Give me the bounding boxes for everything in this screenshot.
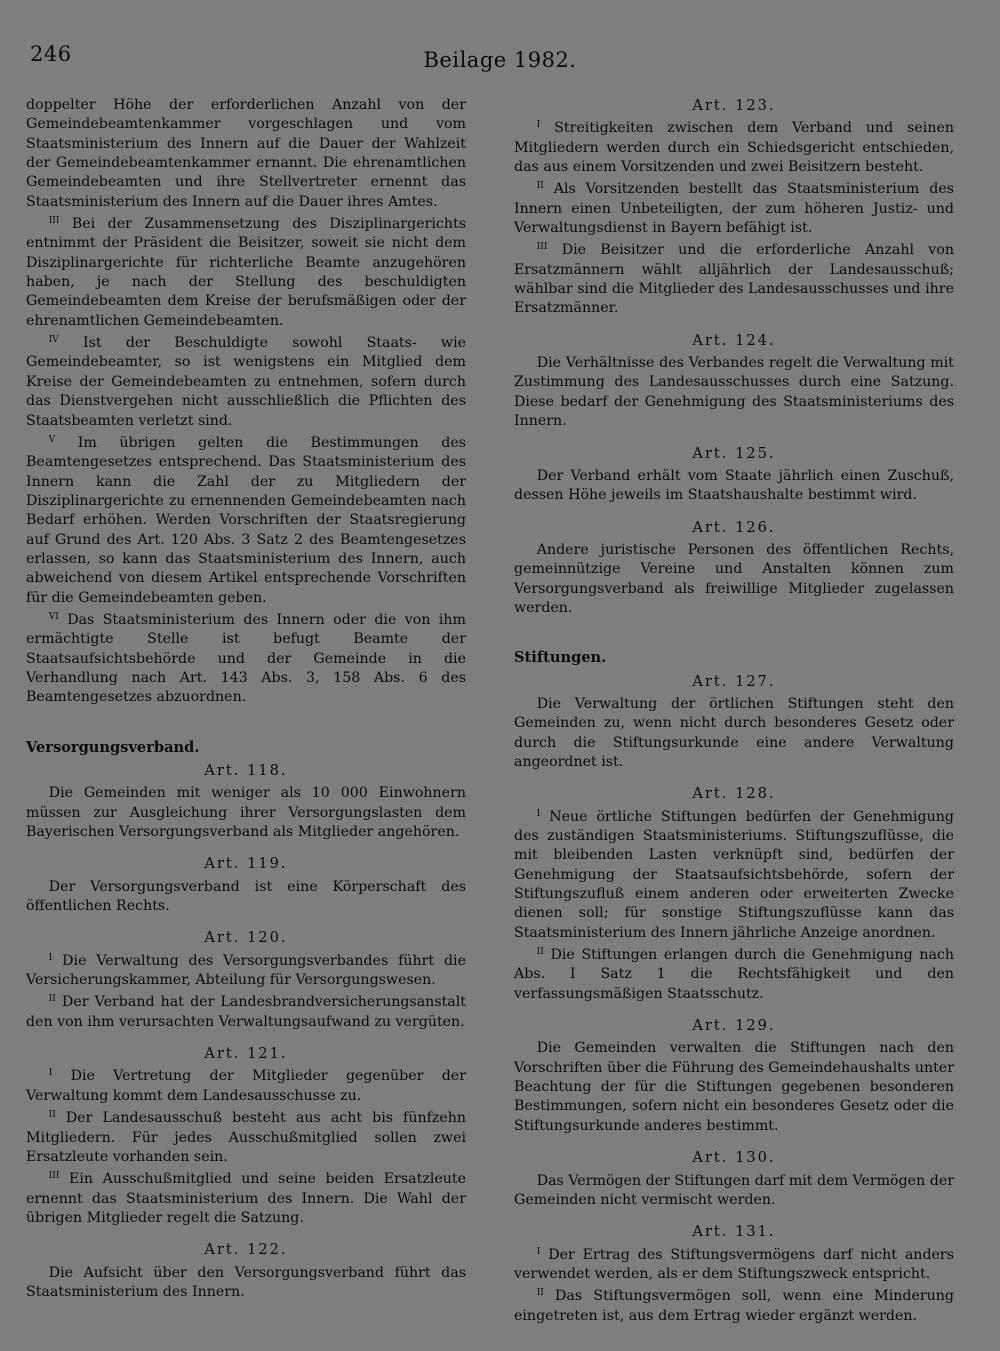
paragraph-3: [26, 215, 466, 331]
article-123-paragraph-3: [514, 241, 954, 318]
paragraph-marker: IV: [48, 335, 59, 346]
paragraph-text: Streitigkeiten zwischen dem Verband und seinen Mitgliedern werden durch ein Schiedsgericht entschieden, das aus einem Vorsitzenden und zwei Beisitzern besteht.: [514, 120, 954, 176]
article-128-paragraph-1: [514, 808, 954, 943]
paragraph-text: Der Verband hat der Landesbrandversicherungsanstalt den von ihm verursachten Verwaltungsaufwand zu vergüten.: [26, 994, 466, 1030]
article-heading-118: Art. 118.: [204, 762, 288, 779]
paragraph-text: Als Vorsitzenden bestellt das Staatsministerium des Innern einen Unbeteiligten, der zum höheren Justiz- und Verwaltungsdienst in Bayern befähigt ist.: [514, 181, 954, 237]
page-number: 246: [30, 42, 72, 66]
paragraph-marker: II: [48, 1110, 56, 1121]
right-column: [514, 96, 954, 1326]
article-heading-128: Art. 128.: [692, 785, 776, 803]
article-120-paragraph-2: [26, 993, 466, 1032]
article-119-text: Der Versorgungsverband ist eine Körperschaft des öffentlichen Rechts.: [26, 878, 466, 915]
paragraph-marker: II: [48, 994, 56, 1005]
article-123-paragraph-1: [514, 119, 954, 177]
article-123-paragraph-2: [514, 180, 954, 238]
paragraph-text: Die Stiftungen erlangen durch die Genehmigung nach Abs. I Satz 1 die Rechtsfähigkeit und den verfassungsmäßigen Staatsschutz.: [514, 947, 954, 1002]
article-124-text: Die Verhältnisse des Verbandes regelt die Verwaltung mit Zustimmung des Landesausschusses durch eine Satzung. Diese bedarf der Genehmigung des Staatsministeriums des Innern.: [514, 355, 954, 430]
paragraph-marker: I: [536, 120, 541, 131]
paragraph-marker: I: [48, 952, 53, 963]
paragraph-continued: [26, 96, 466, 212]
paragraph-6: [26, 611, 466, 708]
paragraph-text: Im übrigen gelten die Bestimmungen des Beamtengesetzes entsprechend. Das Staatsministerium des Innern kann die Zahl der zu Mitgliedern der Disziplinargerichte zu ernennenden Gemeindebeamten nach Bedarf erhöhen. Werden Vorschriften der Staatsregierung auf Grund des Art. 120 Abs. 3 Satz 2 des Beamtengesetzes erlassen, so kann das Staatsministerium des Innern, auch abweichend von diesem Artikel entsprechende Vorschriften für die Gemeindebeamten geben.: [26, 434, 466, 606]
article-130-text: Das Vermögen der Stiftungen darf mit dem Vermögen der Gemeinden nicht vermischt werden.: [514, 1172, 954, 1208]
paragraph-text: Die Verwaltung des Versorgungsverbandes führt die Versicherungskammer, Abteilung für Versorgungswesen.: [26, 952, 466, 989]
paragraph-text: Die Vertretung der Mitglieder gegenüber der Verwaltung kommt dem Landesausschusse zu.: [26, 1068, 466, 1104]
article-121-paragraph-2: [26, 1109, 466, 1167]
article-heading-125: Art. 125.: [692, 444, 776, 462]
article-118-text: Die Gemeinden mit weniger als 10 000 Einwohnern müssen zur Ausgleichung ihrer Versorgungslasten dem Bayerischen Versorgungsverband als Mitglieder angehören.: [26, 785, 466, 841]
paragraph-marker: II: [536, 181, 544, 192]
paragraph-marker: III: [48, 1171, 60, 1182]
paragraph-5: [26, 434, 466, 608]
article-heading-130: Art. 130.: [692, 1149, 776, 1167]
paragraph-marker: III: [536, 242, 548, 253]
paragraph-marker: II: [536, 947, 544, 958]
paragraph-text: Der Landesausschuß besteht aus acht bis fünfzehn Mitgliedern. Für jedes Ausschußmitglied sollen zwei Ersatzleute vorhanden sein.: [26, 1110, 466, 1165]
article-131-paragraph-2: [514, 1287, 954, 1326]
article-125-text: Der Verband erhält vom Staate jährlich einen Zuschuß, dessen Höhe jeweils im Staatshaushalte bestimmt wird.: [514, 467, 954, 504]
article-121-paragraph-3: [26, 1170, 466, 1228]
paragraph-text: Der Ertrag des Stiftungsvermögens darf nicht anders verwendet werden, als er dem Stiftungszweck entspricht.: [514, 1246, 954, 1282]
paragraph-text: Das Stiftungsvermögen soll, wenn eine Minderung eingetreten ist, aus dem Ertrag wieder ergänzt werden.: [514, 1288, 954, 1324]
paragraph-text: Bei der Zusammensetzung des Disziplinargerichts entnimmt der Präsident die Beisitzer, soweit sie nicht dem Disziplinargerichte für richterliche Beamte anzugehören haben, je nach der Stellung des beschuldigten Gemeindebeamten dem Kreise der berufsmäßigen oder der ehrenamtlichen Gemeindebeamten.: [26, 216, 466, 329]
paragraph-text: Ein Ausschußmitglied und seine beiden Ersatzleute ernennt das Staatsministerium des Innern. Die Wahl der übrigen Mitglieder regelt die Satzung.: [26, 1171, 466, 1226]
section-heading-versorgungsverband: Versorgungsverband.: [26, 738, 200, 756]
paragraph-marker: I: [536, 808, 541, 819]
paragraph-text: Neue örtliche Stiftungen bedürfen der Genehmigung des zuständigen Staatsministeriums. Stiftungszuflüsse, die mit bleibenden Lasten verknüpft sind, bedürfen der Genehmigung der Staatsaufsichtsbehörde, sofern der Stiftungszufluß einem anderen oder erweiterten Zwecke dienen soll; für sonstige Stiftungszuflüsse kann das Staatsministerium des Innern jährliche Anzeige anordnen.: [514, 808, 954, 941]
paragraph-marker: I: [536, 1246, 541, 1257]
paragraph-marker: V: [48, 434, 56, 445]
paragraph-marker: II: [536, 1288, 544, 1299]
paragraph-text: Das Staatsministerium des Innern oder die von ihm ermächtigte Stelle ist befugt Beamte der Staatsaufsichtsbehörde und der Gemeinde in die Verhandlung nach Art. 143 Abs. 3, 158 Abs. 6 des Beamtengesetzes abzuordnen.: [26, 611, 466, 706]
article-heading-124: Art. 124.: [692, 331, 776, 349]
left-column: [26, 96, 466, 1302]
paragraph-text: Ist der Beschuldigte sowohl Staats- wie Gemeindebeamter, so ist wenigstens ein Mitglied dem Kreise der Gemeindebeamten zu entnehmen, sofern durch das Dienstvergehen nicht ausschließlich die Pflichten des Staatsbeamten verletzt sind.: [26, 335, 466, 429]
paragraph-4: [26, 334, 466, 431]
article-128-paragraph-2: [514, 946, 954, 1004]
section-heading-stiftungen: Stiftungen.: [514, 649, 607, 667]
article-127-text: Die Verwaltung der örtlichen Stiftungen steht den Gemeinden zu, wenn nicht durch besonderes Gesetz oder durch die Stiftungsurkunde eine andere Verwaltung angeordnet ist.: [514, 695, 954, 770]
paragraph-text: doppelter Höhe der erforderlichen Anzahl von der Gemeindebeamtenkammer vorgeschlagen und vom Staatsministerium des Innern auf die Dauer der Wahlzeit der Gemeindebeamtenkammer ernannt. Die ehrenamtlichen Gemeindebeamten und ihre Stellvertreter ernennt das Staatsministerium des Innern auf die Dauer ihres Amtes.: [26, 97, 466, 210]
article-heading-126: Art. 126.: [692, 518, 776, 536]
article-121-paragraph-1: [26, 1067, 466, 1106]
article-126-text: Andere juristische Personen des öffentlichen Rechts, gemeinnützige Vereine und Anstalten können zum Versorgungsverband als freiwillige Mitglieder zugelassen werden.: [514, 541, 954, 616]
article-heading-131: Art. 131.: [692, 1223, 776, 1241]
article-heading-120: Art. 120.: [204, 929, 288, 947]
paragraph-marker: I: [48, 1068, 53, 1079]
page-title: Beilage 1982.: [423, 48, 577, 72]
article-heading-123: Art. 123.: [692, 97, 776, 114]
article-122-text: Die Aufsicht über den Versorgungsverband führt das Staatsministerium des Innern.: [26, 1264, 466, 1300]
article-131-paragraph-1: [514, 1246, 954, 1285]
article-heading-121: Art. 121.: [204, 1045, 288, 1063]
article-129-text: Die Gemeinden verwalten die Stiftungen nach den Vorschriften über die Führung des Gemeindehaushalts unter Beachtung der für die Stiftungen gegebenen besonderen Bestimmungen, sofern nicht ein besonderes Gesetz oder die Stiftungsurkunde anderes bestimmt.: [514, 1040, 954, 1134]
article-heading-127: Art. 127.: [692, 672, 776, 690]
paragraph-text: Die Beisitzer und die erforderliche Anzahl von Ersatzmännern wählt alljährlich der Landesausschuß; wählbar sind die Mitglieder des Landesausschusses und ihre Ersatzmänner.: [514, 242, 954, 317]
article-heading-122: Art. 122.: [204, 1241, 288, 1259]
paragraph-marker: VI: [48, 611, 59, 622]
article-heading-119: Art. 119.: [204, 855, 288, 873]
article-120-paragraph-1: [26, 952, 466, 991]
paragraph-marker: III: [48, 216, 60, 227]
article-heading-129: Art. 129.: [692, 1017, 776, 1035]
